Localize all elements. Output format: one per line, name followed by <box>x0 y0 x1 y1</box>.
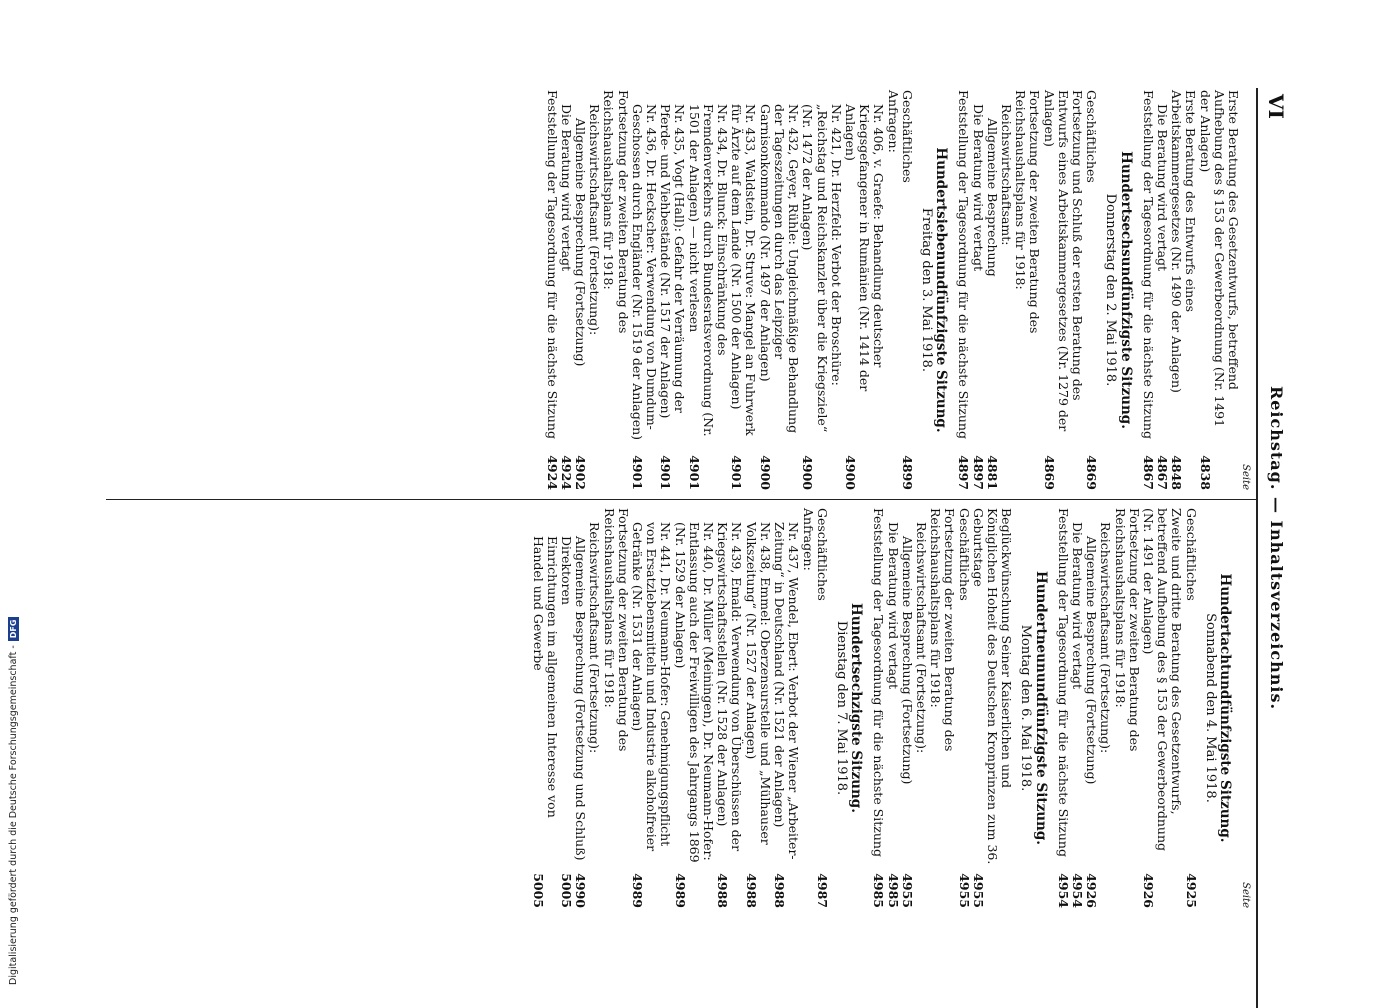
entry-page-number: 4848 <box>1169 455 1185 490</box>
entry-page-number: 4987 <box>814 873 830 908</box>
entry-text: Allgemeine Besprechung (Fortsetzung) <box>573 118 589 367</box>
page-title: Reichstag. — Inhaltsverzeichnis. <box>1267 385 1286 711</box>
entry-page-number: 4990 <box>573 873 589 908</box>
entry-page-number: 4901 <box>686 455 702 490</box>
entry-text: Die Beratung wird vertagt <box>558 104 574 272</box>
toc-entry <box>999 90 1013 490</box>
entry-text: Reichswirtschaftsamt (Fortsetzung): <box>913 522 929 754</box>
entry-page-number: 4954 <box>1069 873 1085 908</box>
entry-page-number: 4902 <box>573 455 589 490</box>
entry-text: Nr. 440, Dr. Müller (Meiningen), Dr. Neumann-Hofer: Entlassung auch der Freiwilligen des Jahrgangs 1869 (Nr. 1529 der Anlagen) <box>672 522 717 863</box>
toc-entry <box>1183 508 1197 908</box>
entry-text: Nr. 436, Dr. Heckscher: Verwendung von Dumdum-Geschossen durch Engländer (Nr. 1519 der Anlagen) <box>629 104 660 441</box>
entry-page-number: 4900 <box>800 455 816 490</box>
entry-page-number: 4926 <box>1084 873 1100 908</box>
entry-page-number: 4955 <box>899 873 915 908</box>
entry-page-number: 4988 <box>743 873 759 908</box>
entry-page-number: 4989 <box>630 873 646 908</box>
entry-text: Geschäftliches <box>899 90 915 183</box>
entry-text: Erste Beratung des Gesetzentwurfs, betreffend Aufhebung des § 153 der Gewerbeordnung (Nr. 1491 der Anlagen) <box>1197 90 1241 428</box>
entry-text: Nr. 433, Waldstein, Dr. Struve: Mangel an Fuhrwerk für Ärzte auf dem Lande (Nr. 1500 der Anlagen) <box>729 104 759 436</box>
toc-entry <box>1013 90 1041 490</box>
toc-entry <box>971 508 1014 908</box>
toc-entry <box>715 508 743 908</box>
toc-entry <box>970 90 984 490</box>
entry-page-number: 4838 <box>1197 455 1213 490</box>
toc-entry <box>928 508 956 908</box>
entry-text: Fortsetzung und Schluß der ersten Beratung des Entwurfs eines Arbeitskammergesetzes (Nr. 1279 der Anlagen) <box>1041 90 1085 432</box>
entry-page-number: 4900 <box>757 455 773 490</box>
toc-entry <box>1155 90 1169 490</box>
session-date: Donnerstag den 2. Mai 1918. <box>1103 193 1119 387</box>
toc-entry <box>956 90 970 490</box>
entry-text: Feststellung der Tagesordnung für die nächste Sitzung <box>871 508 887 857</box>
entry-text: Allgemeine Besprechung (Fortsetzung und Schluß) <box>573 536 589 861</box>
entry-text: Die Beratung wird vertagt <box>1154 104 1170 272</box>
toc-entry <box>758 90 801 490</box>
toc-entry <box>601 90 629 490</box>
entry-page-number: 4901 <box>658 455 674 490</box>
toc-entry <box>1084 90 1098 490</box>
entry-page-number: 5005 <box>530 873 546 908</box>
toc-entry <box>601 508 629 908</box>
toc-entry <box>686 90 729 490</box>
entry-page-number: 4901 <box>629 455 645 490</box>
entry-page-number: 4924 <box>558 455 574 490</box>
toc-entry <box>914 508 928 908</box>
toc-entry <box>871 508 885 908</box>
entry-text: Feststellung der Tagesordnung für die nächste Sitzung <box>1055 508 1071 857</box>
column-divider <box>106 499 1256 500</box>
entry-page-number: 4901 <box>729 455 745 490</box>
entry-page-number: 4988 <box>772 873 788 908</box>
dfg-logo: DFG <box>8 617 19 642</box>
entry-page-number: 4881 <box>984 455 1000 490</box>
toc-entry <box>573 90 587 490</box>
toc-entry <box>544 90 558 490</box>
session-title: Hundertsiebenundfünfzigste Sitzung. <box>933 147 950 433</box>
toc-entry <box>559 90 573 490</box>
toc-entry <box>956 508 970 908</box>
entry-text: Allgemeine Besprechung (Fortsetzung) <box>899 536 915 785</box>
entry-page-number: 4869 <box>1084 455 1100 490</box>
entry-page-number: 4869 <box>1041 455 1057 490</box>
entry-page-number: 4985 <box>871 873 887 908</box>
entry-text: Geschäftliches <box>1183 508 1199 601</box>
toc-entry <box>1141 508 1184 908</box>
toc-entry <box>630 90 658 490</box>
page-number: VI <box>1264 94 1288 119</box>
entry-text: Die Beratung wird vertagt <box>1069 522 1085 690</box>
toc-entry <box>772 508 800 908</box>
toc-entry <box>800 508 814 908</box>
entry-text: Nr. 439, Emald: Verwendung von Überschüssen der Kriegswirtschaftsstellen (Nr. 1528 der Anlagen) <box>715 522 745 852</box>
entry-text: Reichswirtschaftsamt (Fortsetzung): <box>1098 522 1114 754</box>
toc-entry <box>1084 508 1098 908</box>
entry-text: Geschäftliches <box>1084 90 1100 183</box>
entry-text: Anfragen: <box>885 90 901 153</box>
toc-entry <box>1169 90 1197 490</box>
toc-entry <box>1112 508 1140 908</box>
entry-text: Einrichtungen im allgemeinen Interesse von Handel und Gewerbe <box>530 536 560 818</box>
toc-entry <box>1070 508 1084 908</box>
session-title: Hundertsechzigste Sitzung. <box>848 603 865 813</box>
toc-entry <box>885 90 899 490</box>
entry-text: Fortsetzung der zweiten Beratung des Reichshaushaltsplans für 1918: <box>1112 508 1142 752</box>
entry-text: Nr. 441, Dr. Neumann-Hofer: Genehmigungspflicht von Ersatzlebensmitteln und Industrie alkoholfreier Getränke (Nr. 1531 der Anlagen) <box>630 522 674 852</box>
toc-entry <box>672 508 715 908</box>
toc-entry <box>843 90 886 490</box>
entry-text: Nr. 432, Geyer, Rühle: Ungleichmäßige Behandlung der Tageszeitungen durch das Leipziger Garnisonkommando (Nr. 1497 der Anlagen) <box>757 104 802 434</box>
entry-page-number: 4925 <box>1183 873 1199 908</box>
credit-text: Digitalisierung gefördert durch die Deutsche Forschungsgemeinschaft - <box>8 645 19 985</box>
entry-text: Allgemeine Besprechung <box>984 118 1000 277</box>
page-header <box>1256 88 1292 1008</box>
entry-text: Fortsetzung der zweiten Beratung des Reichshaushaltsplans für 1918: <box>928 508 958 752</box>
toc-entry <box>800 90 843 490</box>
entry-text: Nr. 434, Dr. Blunck: Einschränkung des Fremdenverkehrs durch Bundesratsverordnung (Nr. 1501 der Anlagen) — nicht verlesen <box>686 104 731 437</box>
entry-text: Die Beratung wird vertagt <box>970 104 986 272</box>
entry-text: Zweite und dritte Beratung des Gesetzentwurfs, betreffend Aufhebung des § 153 der Gewerbeordnung (Nr. 1491 der Anlagen) <box>1140 508 1185 852</box>
right-column <box>530 508 1252 908</box>
entry-text: Reichswirtschaftsamt: <box>998 104 1014 246</box>
toc-entry <box>587 508 601 908</box>
entry-text: Nr. 438, Emmel: Oberzensurstelle und „Mülhauser Volkszeitung“ (Nr. 1527 der Anlagen) <box>743 522 773 845</box>
entry-page-number: 4955 <box>970 873 986 908</box>
session-title: Hundertachtundfünfzigste Sitzung. <box>1217 573 1233 843</box>
entry-text: Reichswirtschaftsamt (Fortsetzung): <box>587 104 603 336</box>
entry-page-number: 4900 <box>842 455 858 490</box>
entry-page-number: 4867 <box>1154 455 1170 490</box>
session-title: Hundertsechsundfünfzigste Sitzung. <box>1117 151 1134 429</box>
session-date: Montag den 6. Mai 1918. <box>1018 624 1034 792</box>
entry-text: Feststellung der Tagesordnung für die nächste Sitzung <box>544 90 560 439</box>
session-title: Hundertneunundfünfzigste Sitzung. <box>1032 570 1049 846</box>
entry-text: Die Beratung wird vertagt <box>885 522 901 690</box>
entry-page-number: 4899 <box>899 455 915 490</box>
entry-page-number: 4926 <box>1140 873 1156 908</box>
entry-text: Geschäftliches <box>814 508 830 601</box>
document-page <box>92 88 1292 1008</box>
toc-entry <box>885 508 899 908</box>
entry-page-number: 4985 <box>885 873 901 908</box>
entry-text: Nr. 435, Vogt (Hall): Gefahr der Verräumung der Pferde- und Viehbestände (Nr. 1517 der Anlagen) <box>658 104 688 419</box>
entry-text: Anfragen: <box>800 508 816 571</box>
entry-text: Allgemeine Besprechung (Fortsetzung) <box>1084 536 1100 785</box>
entry-text: Reichswirtschaftsamt (Fortsetzung): <box>587 522 603 754</box>
entry-text: Direktoren <box>559 536 575 605</box>
session-date: Dienstag den 7. Mai 1918. <box>833 620 849 796</box>
toc-entry <box>985 90 999 490</box>
entry-text: Fortsetzung der zweiten Beratung des Reichshaushaltsplans für 1918: <box>601 90 631 334</box>
entry-page-number: 4989 <box>672 873 688 908</box>
entry-text: Beglückwünschung Seiner Kaiserlichen und Königlichen Hoheit des Deutschen Kronprinzen zum 36. Geburtstage <box>970 508 1015 865</box>
toc-entry <box>658 90 686 490</box>
toc-entry <box>1197 90 1240 490</box>
entry-page-number: 4955 <box>956 873 972 908</box>
toc-entry <box>900 508 914 908</box>
entry-page-number: 5005 <box>559 873 575 908</box>
entry-page-number: 4897 <box>970 455 986 490</box>
toc-entry <box>587 90 601 490</box>
entry-text: Nr. 406, v. Graefe: Behandlung deutscher Kriegsgefangener in Rumänien (Nr. 1414 der Anlagen) <box>842 104 887 392</box>
entry-text: Geschäftliches <box>956 508 972 601</box>
entry-page-number: 4954 <box>1055 873 1071 908</box>
entry-text: Feststellung der Tagesordnung für die nächste Sitzung <box>1140 90 1156 439</box>
entry-page-number: 4897 <box>956 455 972 490</box>
entry-text: Nr. 437, Wendel, Ebert: Verbot der Wiener „Arbeiter-Zeitung“ in Deutschland (Nr. 1521 der Anlagen) <box>772 522 802 860</box>
toc-entry <box>1056 508 1070 908</box>
entry-text: Fortsetzung der zweiten Beratung des Reichshaushaltsplans für 1918: <box>601 508 631 752</box>
entry-text: Fortsetzung der zweiten Beratung des Reichshaushaltsplans für 1918: <box>1013 90 1043 334</box>
entry-page-number: 4988 <box>715 873 731 908</box>
toc-entry <box>900 90 914 490</box>
seite-label: Seite <box>1240 882 1251 908</box>
toc-entry <box>1141 90 1155 490</box>
entry-page-number: 4924 <box>544 455 560 490</box>
toc-entry <box>573 508 587 908</box>
entry-text: Nr. 421, Dr. Herzfeld: Verbot der Broschüre: „Reichstag und Reichskanzler über die Kriegsziele“ (Nr. 1472 der Anlagen) <box>800 104 844 433</box>
seite-label: Seite <box>1240 464 1251 490</box>
toc-entry <box>1041 90 1084 490</box>
toc-entry <box>729 90 757 490</box>
toc-entry <box>630 508 673 908</box>
left-column <box>544 90 1252 490</box>
session-date: Sonnabend den 4. Mai 1918. <box>1202 613 1218 803</box>
toc-entry <box>559 508 573 908</box>
toc-entry <box>1098 508 1112 908</box>
toc-entry <box>744 508 772 908</box>
toc-entry <box>530 508 558 908</box>
digitization-credit <box>8 617 19 985</box>
entry-page-number: 4867 <box>1140 455 1156 490</box>
session-date: Freitag den 3. Mai 1918. <box>918 207 934 373</box>
entry-text: Feststellung der Tagesordnung für die nächste Sitzung <box>956 90 972 439</box>
toc-entry <box>815 508 829 908</box>
entry-text: Erste Beratung des Entwurfs eines Arbeitskammergesetzes (Nr. 1490 der Anlagen) <box>1169 90 1199 393</box>
